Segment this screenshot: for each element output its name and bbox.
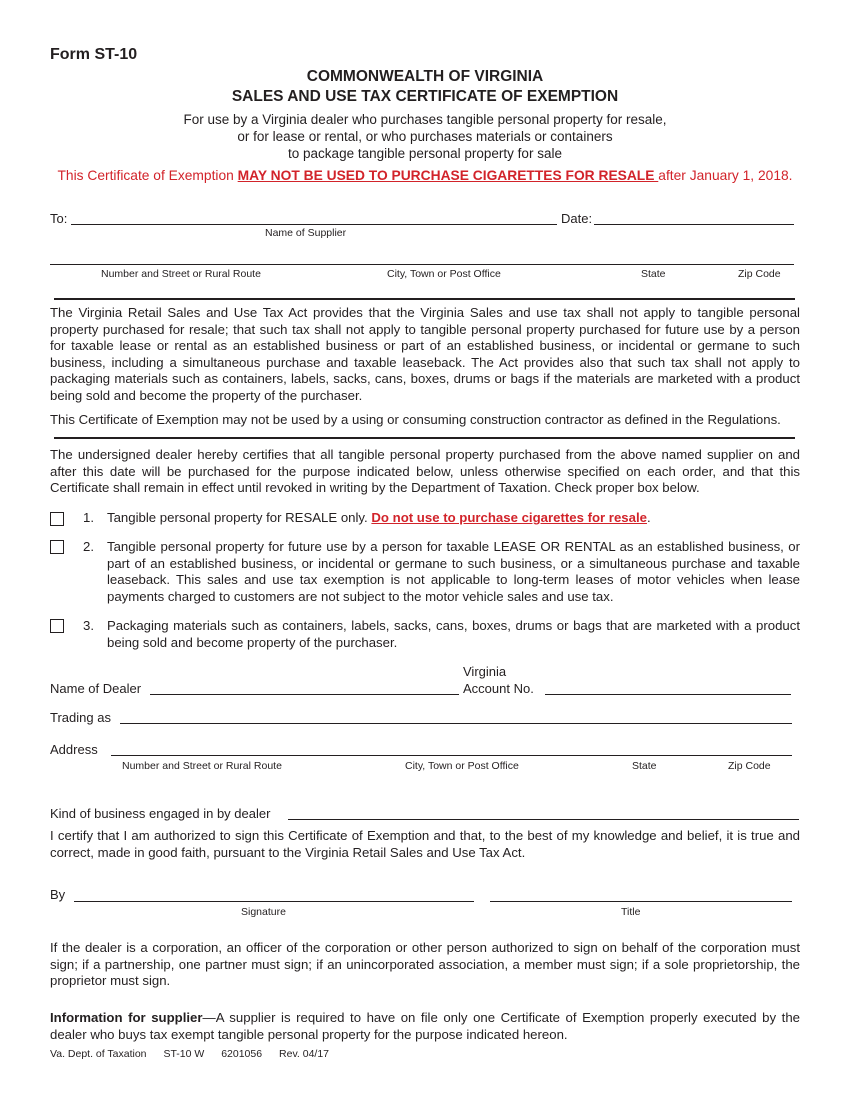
form-id: Form ST-10 xyxy=(50,46,138,63)
trading-as-field[interactable] xyxy=(120,723,792,724)
cigarette-warning xyxy=(0,168,850,183)
supplier-address-field[interactable] xyxy=(50,264,794,265)
certify-paragraph: The undersigned dealer hereby certifies that all tangible personal property purchased from the above named supplier on and after this date will be purchased for the purpose indicated below, unless otherwise specified on each order, and that this Certificate shall remain in effect until revoked in writing by the Department of Taxation. Check proper box below. xyxy=(50,447,800,496)
dealer-street-caption: Number and Street or Rural Route xyxy=(122,760,282,772)
warning-emphasis: MAY NOT BE USED TO PURCHASE CIGARETTES FOR RESALE xyxy=(237,168,659,183)
kind-of-business-field[interactable] xyxy=(288,819,799,820)
account-label-virginia: Virginia xyxy=(463,664,507,679)
supplier-info-text: —A supplier is required to have on file only one Certificate of Exemption properly executed by the dealer who buys tax exempt tangible personal property for the purpose indicated hereon. xyxy=(50,1010,800,1042)
cigarette-resale-warning: Do not use to purchase cigarettes for resale xyxy=(371,510,647,525)
subtitle-line-3: to package tangible personal property for sale xyxy=(288,146,562,161)
supplier-street-caption: Number and Street or Rural Route xyxy=(101,268,261,280)
to-label: To: xyxy=(50,211,68,226)
option-1-number: 1. xyxy=(83,510,94,525)
option-1-period: . xyxy=(646,510,651,525)
kind-of-business-label: Kind of business engaged in by dealer xyxy=(50,806,271,821)
option-3-text: Packaging materials such as containers, labels, sacks, cans, boxes, drums or bags that are marketed with a product being sold and become property of the purchaser. xyxy=(107,618,800,650)
subtitle-line-2: or for lease or rental, or who purchases materials or containers xyxy=(237,129,613,144)
account-label-number: Account No. xyxy=(463,681,534,696)
supplier-city-caption: City, Town or Post Office xyxy=(387,268,501,280)
divider-1 xyxy=(54,298,795,300)
footer-dept: Va. Dept. of Taxation xyxy=(50,1048,147,1060)
title-line-1: COMMONWEALTH OF VIRGINIA xyxy=(306,68,544,85)
resale-checkbox[interactable] xyxy=(50,512,64,526)
supplier-info-paragraph xyxy=(50,1010,800,1043)
dealer-zip-caption: Zip Code xyxy=(728,760,771,772)
option-3-number: 3. xyxy=(83,618,94,633)
footer-code: 6201056 xyxy=(221,1048,263,1060)
option-1-text xyxy=(107,510,800,527)
dealer-address-field[interactable] xyxy=(111,755,792,756)
warning-pre: This Certificate of Exemption xyxy=(57,168,238,183)
date-label: Date: xyxy=(561,211,593,226)
title-line-2: SALES AND USE TAX CERTIFICATE OF EXEMPTION xyxy=(231,88,619,105)
signer-paragraph: If the dealer is a corporation, an officer of the corporation or other person authorized to sign on behalf of the corporation must sign; if a partnership, one partner must sign; if an unincorporated association, a member must sign; if a sole proprietorship, the proprietor must sign. xyxy=(50,940,800,989)
divider-2 xyxy=(54,437,795,439)
footer-form: ST-10 W xyxy=(163,1048,205,1060)
trading-as-label: Trading as xyxy=(50,710,111,725)
signature-field[interactable] xyxy=(74,901,474,902)
supplier-state-caption: State xyxy=(641,268,666,280)
supplier-info-heading: Information for supplier xyxy=(50,1010,203,1025)
signature-caption: Signature xyxy=(241,906,286,918)
lease-rental-checkbox[interactable] xyxy=(50,540,64,554)
warning-post: after January 1, 2018. xyxy=(658,168,793,183)
address-label: Address xyxy=(50,742,98,757)
dealer-name-label: Name of Dealer xyxy=(50,681,142,696)
dealer-state-caption: State xyxy=(632,760,657,772)
dealer-city-caption: City, Town or Post Office xyxy=(405,760,519,772)
supplier-name-field[interactable] xyxy=(71,224,557,225)
supplier-name-caption: Name of Supplier xyxy=(265,227,347,239)
contractor-note: This Certificate of Exemption may not be used by a using or consuming construction contractor as defined in the Regulations. xyxy=(50,412,781,427)
option-1-label: Tangible personal property for RESALE only. xyxy=(107,510,372,525)
title-field[interactable] xyxy=(490,901,792,902)
date-field[interactable] xyxy=(594,224,794,225)
account-number-field[interactable] xyxy=(545,694,791,695)
act-paragraph: The Virginia Retail Sales and Use Tax Act provides that the Virginia Sales and use tax shall not apply to tangible personal property purchased for resale; that such tax shall not apply to tangible personal property purchased for future use by a person for taxable lease or rental as an established business or part of an established business, or incidental or germane to such business, including a simultaneous purchase and taxable leaseback. The Act provides also that such tax shall not apply to packaging materials such as containers, labels, sacks, cans, boxes, drums or bags if the materials are marketed with a product being sold and become the property of the purchaser. xyxy=(50,305,800,403)
option-2-number: 2. xyxy=(83,539,94,554)
footer xyxy=(50,1048,343,1060)
subtitle-line-1: For use by a Virginia dealer who purchases tangible personal property for resale, xyxy=(183,112,667,127)
title-caption: Title xyxy=(621,906,641,918)
footer-rev: Rev. 04/17 xyxy=(279,1048,330,1060)
by-label: By xyxy=(50,887,66,902)
option-2-text: Tangible personal property for future use by a person for taxable LEASE OR RENTAL as an established business, or part of an established business, or incidental or germane to such business, or a simultaneous purchase and taxable leaseback. This sales and use tax exemption is not applicable to long-term leases of motor vehicles when lease payments charged to customers are not subject to the motor vehicle sales and use tax. xyxy=(107,539,800,604)
supplier-zip-caption: Zip Code xyxy=(738,268,781,280)
packaging-checkbox[interactable] xyxy=(50,619,64,633)
dealer-name-field[interactable] xyxy=(150,694,459,695)
authorize-paragraph: I certify that I am authorized to sign this Certificate of Exemption and that, to the best of my knowledge and belief, it is true and correct, made in good faith, pursuant to the Virginia Retail Sales and Use Tax Act. xyxy=(50,828,800,860)
